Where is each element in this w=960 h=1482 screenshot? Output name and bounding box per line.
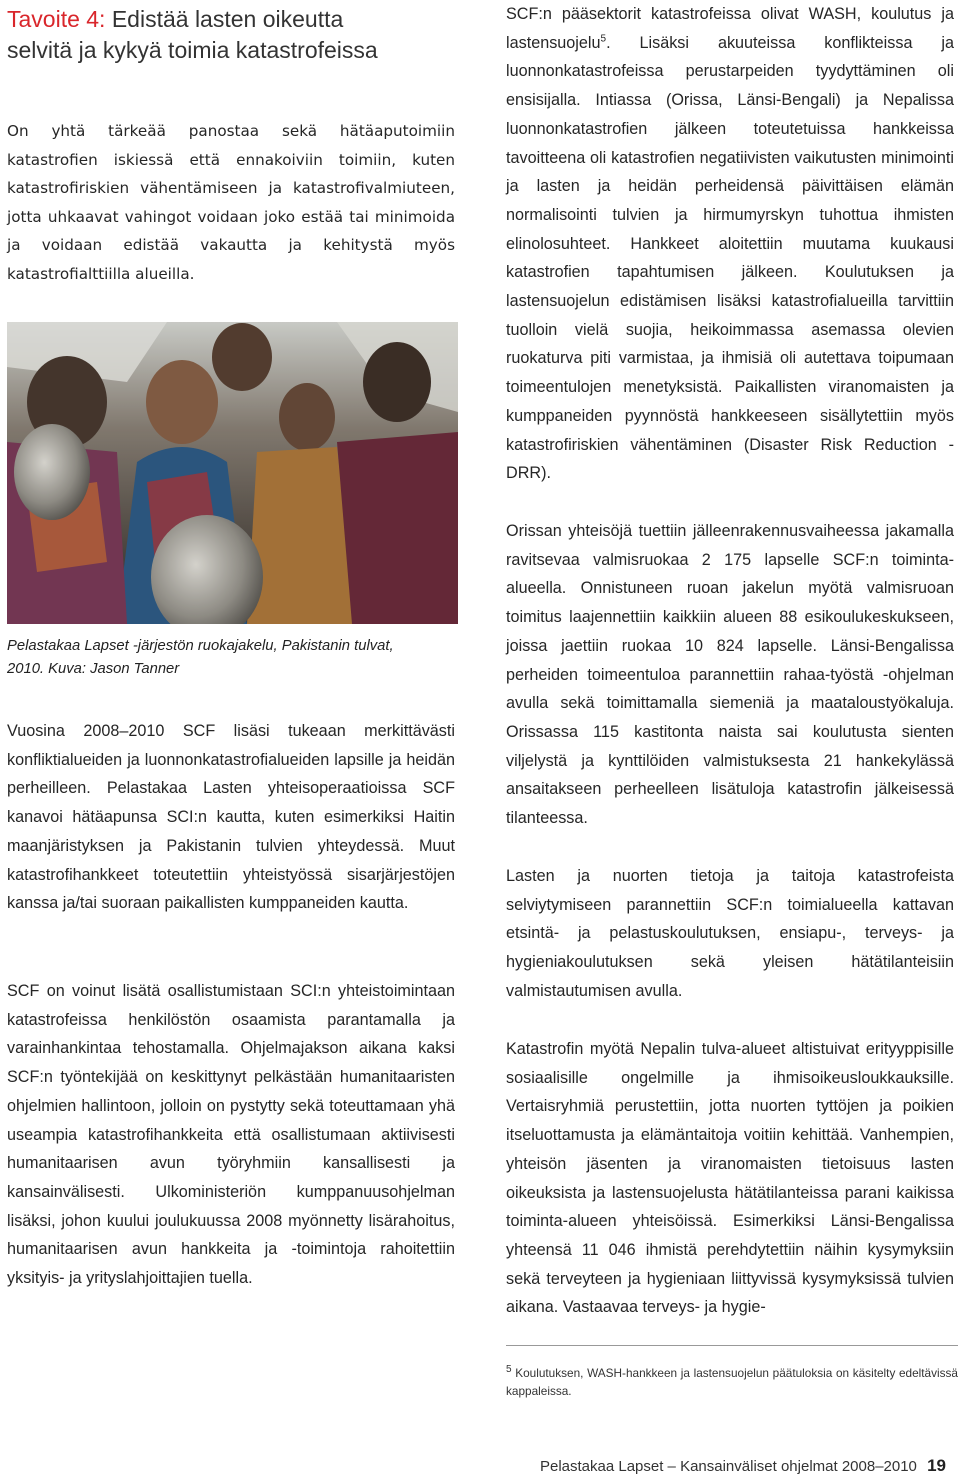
photo-illustration [7, 322, 458, 624]
left-paragraph-1: Vuosina 2008–2010 SCF lisäsi tukeaan merkittävästi konfliktialueiden ja luonnonkatastrofialueiden lapsille ja heidän perheilleen. Pelastakaa Lasten yhteisoperaatioissa SCF kanavoi hätäapunsa SCI:n kautta, kuten esimerkiksi Haitin maanjäristyksen ja Pakistanin tulvien yhteydessä. Muut katastrofihankkeet toteutettiin yhteistyössä sisarjärjestöjen kanssa ja/tai suoraan paikallisten kumppaneiden kautta. [7, 722, 455, 913]
right-paragraph-1 [506, 0, 954, 488]
caption-line-2: 2010. Kuva: Jason Tanner [7, 661, 180, 677]
footer-publication: Pelastakaa Lapset – Kansainväliset ohjelmat 2008–2010 [539, 1458, 917, 1475]
footnote-text: Koulutuksen, WASH-hankkeen ja lastensuojelun päätuloksia on käsitelty edeltävissä kappaleissa. [506, 1366, 958, 1398]
left-paragraph-2: SCF on voinut lisätä osallistumistaan SCI:n yhteistoimintaan katastrofeissa henkilöstön osaamista parantamalla ja varainhankintaa tehostamalla. Ohjelmajakson aikana kaksi SCF:n työntekijää on keskittynyt pelkästään humanitaaristen ohjelmien hallintoon, jolloin on pystytty sekä toteuttamaan yhä useampia katastrofihankkeita että osallistumaan aktiivisesti humanitaarisen avun työryhmiin kansallisesti ja kansainvälisesti. Ulkoministeriön kumppanuusohjelman lisäksi, johon kuului joulukuussa 2008 myönnetty lisärahoitus, humanitaarisen avun hankkeita ja -toimintoja rahoitettiin yksityis- ja yrityslahjoittajien tuella. [7, 982, 455, 1288]
page-title [7, 4, 467, 66]
footnote-reference: 5 [600, 33, 607, 45]
title-line-1: Edistää lasten oikeutta [111, 6, 344, 32]
lead-paragraph: On yhtä tärkeää panostaa sekä hätäaputoimiin katastrofien iskiessä että ennakoiviin toimiin, kuten katastrofiriskien vähentämiseen ja katastrofivalmiuteen, jotta uhkaavat vahingot voidaan joko estää tai minimoida ja voidaan edistää vakautta ja kehitystä myös katastrofialttiilla alueilla. [7, 122, 455, 283]
photo-caption [7, 635, 455, 681]
page-footer [540, 1456, 946, 1476]
right-paragraph-3: Lasten ja nuorten tietoja ja taitoja katastrofeista selviytymiseen parannettiin SCF:n toimialueella kattavan etsintä- ja pelastuskoulutuksen, ensiapu-, terveys- ja hygieniakoulutuksen sekä yleisen hätätilanteisiin valmistautumisen avulla. [506, 867, 954, 1000]
right-paragraph-2: Orissan yhteisöjä tuettiin jälleenrakennusvaiheessa jakamalla ravitsevaa valmisruokaa 2 175 lapselle SCF:n toiminta-alueella. Onnistuneen ruoan jakelun myötä valmisruoan toimitus laajennettiin kaikkiin alueen 88 esikoulukeskukseen, joissa jaettiin ruokaa 10 824 lapselle. Länsi-Bengalissa perheiden toimeentuloa parannettiin rahaa-työstä -ohjelman avulla sekä toimittamalla siemeniä ja maataloustyökaluja. Orissassa 115 kastitonta naista sai koulutusta sienten viljelystä ja kynttilöiden valmistuksesta 21 hankekylässä ansaitakseen perheelleen lisätuloja katastrofin jälkeisessä tilanteessa. [506, 522, 954, 828]
right-paragraph-4: Katastrofin myötä Nepalin tulva-alueet altistuivat erityyppisille sosiaalisille ongelmille ja ihmisoikeusloukkauksille. Vertaisryhmiä perustettiin, jotta nuorten tyttöjen ja poikien itseluottamusta ja elämäntaitoja voitiin kehittää. Vanhempien, yhteisön jäsenten ja viranomaisten tietoisuus lasten oikeuksista ja lastensuojelusta hätätilanteissa parani kaikissa toiminta-alueen yhteisöissä. Esimerkiksi Länsi-Bengalissa yhteensä 11 046 ihmistä perehdytettiin näihin kysymyksiin sekä terveyteen ja hygieniaan liittyvissä kysymyksissä tulvien aikana. Vastaavaa terveys- ja hygie- [506, 1040, 954, 1317]
title-line-2: selvitä ja kykyä toimia katastrofeissa [7, 37, 378, 63]
goal-label: Tavoite 4: [7, 6, 106, 32]
footnote-divider [506, 1345, 958, 1346]
footnote-number: 5 [506, 1364, 512, 1376]
footnote [506, 1364, 958, 1400]
page-number: 19 [927, 1456, 946, 1475]
food-distribution-photo [7, 322, 458, 624]
caption-line-1: Pelastakaa Lapset -järjestön ruokajakelu, Pakistanin tulvat, [7, 638, 394, 654]
right-paragraph-1-start: SCF:n pääsektorit katastrofeissa olivat WASH, koulutus ja lastensuojelu [506, 5, 954, 52]
right-paragraph-1-rest: . Lisäksi akuuteissa konflikteissa ja luonnonkatastrofeissa perustarpeiden tyydyttäminen oli ensisijalla. Intiassa (Orissa, Länsi-Bengali) ja Nepalissa luonnonkatastrofien jälkeen toteutetuissa hankkeissa tavoitteena oli katastrofien negatiivisten vaikutusten minimointi ja lasten ja heidän perheidensä päivittäisen elämän normalisointi tulvien ja hirmumyrskyn tuhottua ihmisten elinolosuhteet. Hankkeet aloitettiin muutama kuukausi katastrofien tapahtumisen jälkeen. Koulutuksen ja lastensuojelun edistämisen lisäksi katastrofialueilla tarvittiin tuolloin vielä suojia, heikoimmassa asemassa olevien ruokaturva piti varmistaa, ja ihmisiä oli autettava toipumaan toimeentulojen menetyksistä. Paikallisten viranomaisten ja kumppaneiden pyynnöstä hankkeeseen sisällytettiin myös katastrofiriskien vähentäminen (Disaster Risk Reduction - DRR). [506, 33, 954, 483]
